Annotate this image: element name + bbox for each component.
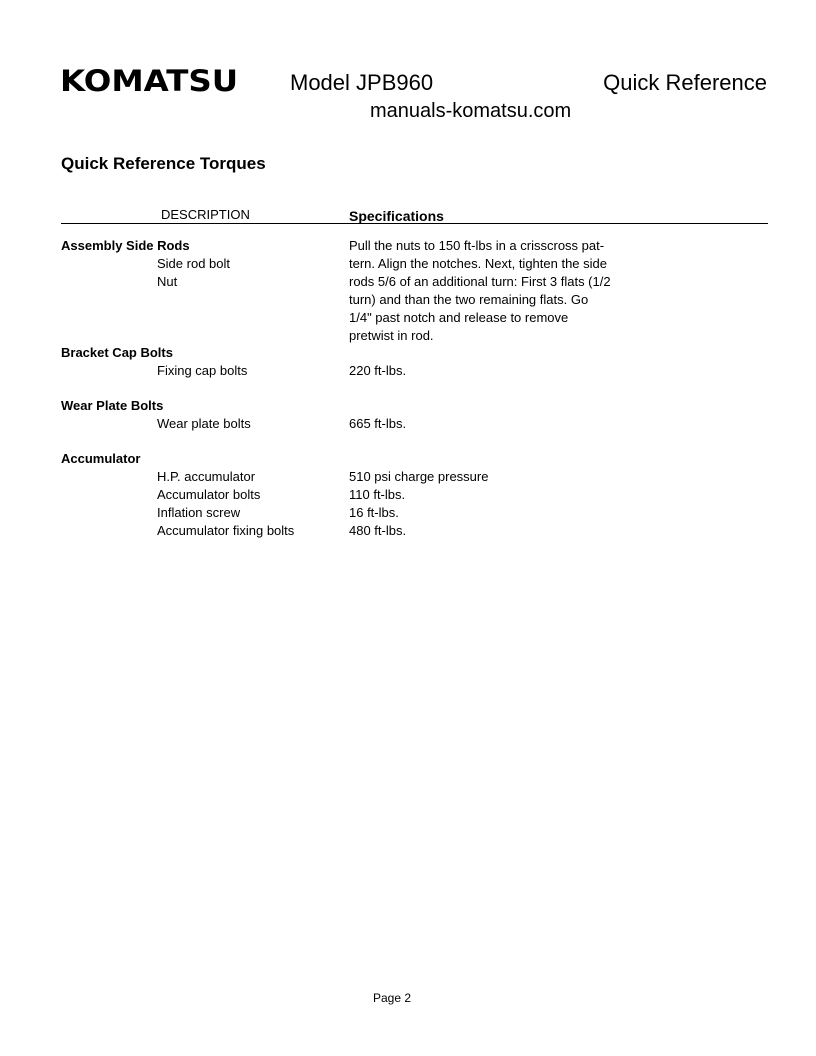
header-divider [61,223,768,224]
group-wear-plate-bolts [61,397,768,433]
spec-line: Pull the nuts to 150 ft-lbs in a crisscross pat- [349,238,605,253]
item-description: Accumulator fixing bolts [157,523,295,538]
spec-line: 665 ft-lbs. [349,416,407,431]
item-description: Accumulator bolts [157,487,261,502]
spec-line: 220 ft-lbs. [349,363,407,378]
spec-line: tern. Align the notches. Next, tighten the side [349,256,607,271]
group-title: Wear Plate Bolts [61,398,164,413]
watermark-url: manuals-komatsu.com [370,100,572,122]
group-title: Assembly Side Rods [61,238,190,253]
spec-line: 16 ft-lbs. [349,505,399,520]
group-bracket-cap-bolts [61,344,768,380]
spec-line: 1/4" past notch and release to remove [349,310,569,325]
spec-line: turn) and than the two remaining flats. Go [349,292,589,307]
column-header-description: DESCRIPTION [161,207,250,222]
column-header-specifications: Specifications [349,208,444,224]
item-description: Wear plate bolts [157,416,251,431]
komatsu-logo: KOMATSU [60,64,239,98]
model-title: Model JPB960 [290,70,434,95]
torque-groups [61,237,768,557]
item-description: Nut [157,274,178,289]
spec-line: 110 ft-lbs. [349,487,406,502]
group-accumulator [61,450,768,540]
group-assembly-side-rods [61,237,768,345]
spec-line: 510 psi charge pressure [349,469,489,484]
item-description: H.P. accumulator [157,469,256,484]
spec-line: rods 5/6 of an additional turn: First 3 flats (1/2 [349,274,611,289]
group-title: Bracket Cap Bolts [61,345,173,360]
item-description: Side rod bolt [157,256,230,271]
spec-line: 480 ft-lbs. [349,523,407,538]
item-description: Inflation screw [157,505,241,520]
quick-reference-title: Quick Reference [603,70,767,95]
item-description: Fixing cap bolts [157,363,248,378]
section-title: Quick Reference Torques [61,154,266,173]
page-number: Page 2 [373,991,412,1005]
group-title: Accumulator [61,451,141,466]
spec-line: pretwist in rod. [349,328,434,343]
